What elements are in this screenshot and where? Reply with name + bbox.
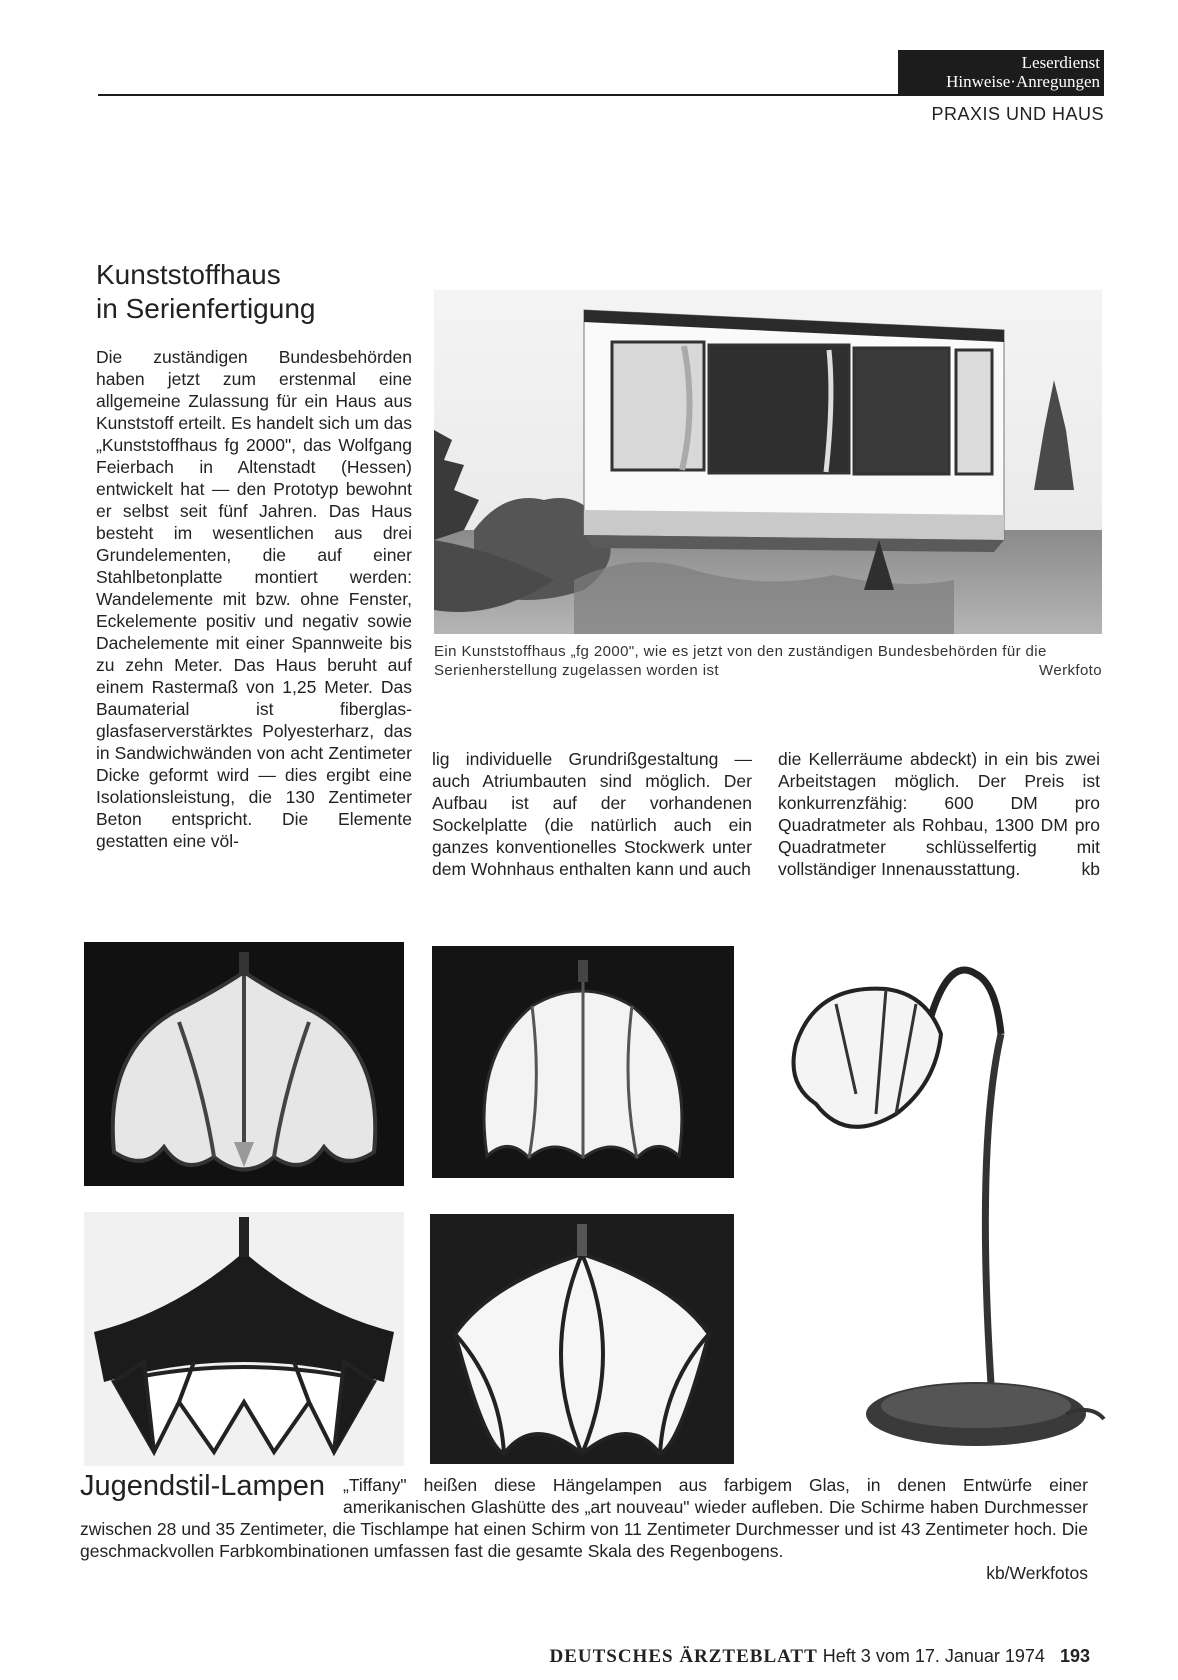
lamps-article-body: „Tiffany" heißen diese Hängelampen aus farbigem Glas, in denen Entwürfe einer amerikanischen Glashütte des „art nouveau" wieder aufleben. Die Schirme haben Durchmesser zwischen 28 und 35 Zentimeter, die Tischlampe hat einen Schirm von 11 Zentimeter Durchmesser und ist 43 Zentimeter hoch. Die geschmackvollen Farbkombinationen umfassen fast die gesamte Skala des Regenbogens. [80,1475,1088,1561]
journal-name: DEUTSCHES ÄRZTEBLATT [549,1646,818,1667]
article-title [96,258,315,326]
article-column-1: Die zuständigen Bundesbehörden haben jetzt zum erstenmal eine allgemeine Zulassung für ein Haus aus Kunststoff erteilt. Es handelt sich um das „Kunststoffhaus fg 2000", das Wolfgang Feierbach in Altenstadt (Hessen) entwickelt hat — den Prototyp bewohnt er selbst seit fünf Jahren. Das Haus besteht im wesentlichen aus drei Grundelementen, die auf einer Stahlbetonplatte montiert werden: Wandelemente mit bzw. ohne Fenster, Eckelemente positiv und negativ sowie Dachelemente mit einer Spannweite bis zu zehn Meter. Das Haus beruht auf einem Rastermaß von 1,25 Meter. Das Baumaterial ist fiberglas-glasfaserverstärktes Polyesterharz, das in Sandwichwänden von acht Zentimeter Dicke geformt wird — dies ergibt eine Isolationsleistung, die 130 Zentimeter Beton entspricht. Die Elemente gestatten eine völ- [96,347,412,851]
page-number: 193 [1059,1646,1090,1666]
table-lamp-photo [776,944,1106,1464]
photo-credit: Werkfoto [1039,662,1102,679]
article-column-2: lig individuelle Grundrißgestaltung — auch Atriumbauten sind möglich. Der Aufbau ist auf der vorhandenen Sockelplatte (die natürlich auch ein ganzes konventionelles Stockwerk unter dem Wohnhaus enthalten kann und auch [432,749,752,879]
lamps-article-title: Jugendstil-Lampen [80,1470,326,1502]
page-footer [549,1646,1090,1668]
lamp-photo-1 [84,942,404,1186]
header-rule [98,94,1104,96]
lamps-article [80,1470,1088,1584]
photo-caption [434,642,1102,680]
lamp-photo-4 [430,1214,734,1464]
article-title-line1: Kunststoffhaus [96,259,281,290]
lamp-photo-3 [84,1212,404,1466]
issue-info: Heft 3 vom 17. Januar 1974 [822,1646,1045,1666]
house-photo [434,290,1102,634]
section-label-line1: Leserdienst [1021,53,1100,72]
lamp-photo-2 [432,946,734,1178]
photo-caption-text: Ein Kunststoffhaus „fg 2000", wie es jetzt von den zuständigen Bundesbehörden für die Serienherstellung zugelassen worden ist [434,643,1047,679]
article-title-line2: in Serienfertigung [96,293,316,324]
lamps-article-author: kb/Werkfotos [986,1563,1088,1583]
article-column-3-text: die Kellerräume abdeckt) in ein bis zwei Arbeitstagen möglich. Der Preis ist konkurrenzfähig: 600 DM pro Quadratmeter als Rohbau, 1300 DM pro Quadratmeter schlüsselfertig mit vollständiger Innenausstattung. [778,749,1100,879]
article-author: kb [1081,859,1100,879]
section-title: PRAXIS UND HAUS [931,104,1104,124]
section-label-box [898,50,1104,94]
section-label-line2: Hinweise·Anregungen [946,72,1100,91]
article-column-3 [778,748,1100,880]
